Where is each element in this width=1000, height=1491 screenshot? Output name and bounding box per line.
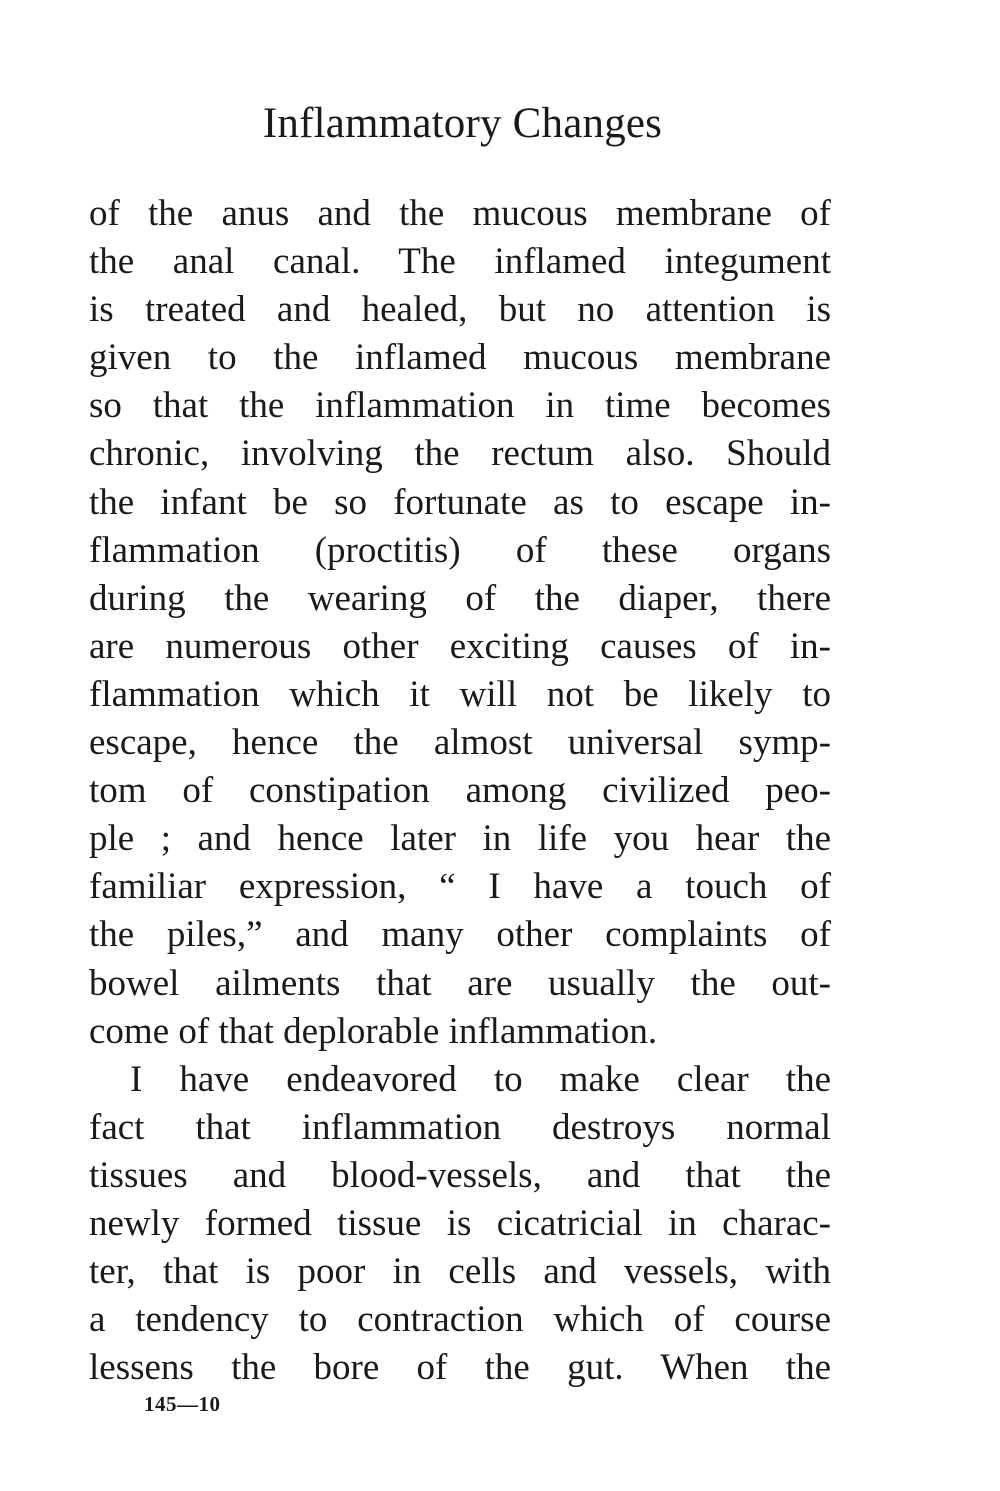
text-line: familiar expression, “ I have a touch of [89,866,831,908]
text-line: ter, that is poor in cells and vessels, with [89,1251,831,1293]
text-line: fact that inflammation destroys normal [89,1106,831,1148]
text-line: ple ; and hence later in life you hear the [89,818,831,860]
text-line: chronic, involving the rectum also. Should [89,433,831,475]
text-line: I have endeavored to make clear the [130,1058,831,1100]
text-line: is treated and healed, but no attention is [89,289,831,331]
text-line: tom of constipation among civilized peo- [89,770,831,812]
text-line: tissues and blood-vessels, and that the [89,1154,831,1196]
paragraph-1 [89,190,831,1056]
text-line: the piles,” and many other complaints of [89,914,831,956]
paragraph-2 [89,1056,831,1393]
signature-mark: 145—10 [144,1392,221,1416]
text-line: lessens the bore of the gut. When the [89,1347,831,1389]
running-head: Inflammatory Changes [262,100,663,147]
text-line: given to the inflamed mucous membrane [89,337,831,379]
text-line: bowel ailments that are usually the out- [89,962,831,1004]
text-line: of the anus and the mucous membrane of [89,193,831,234]
text-line: a tendency to contraction which of course [89,1299,831,1341]
text-line: come of that deplorable inflammation. [89,1010,658,1052]
text-line: the infant be so fortunate as to escape in- [89,481,831,523]
text-line: are numerous other exciting causes of in- [89,625,831,667]
text-line: escape, hence the almost universal symp- [89,722,831,764]
text-line: during the wearing of the diaper, there [89,577,831,619]
text-line: so that the inflammation in time becomes [89,385,831,427]
body-text [89,190,831,1392]
text-line: flammation (proctitis) of these organs [89,529,831,571]
text-line: the anal canal. The inflamed integument [89,241,831,283]
text-line: flammation which it will not be likely to [89,673,831,715]
text-line: newly formed tissue is cicatricial in charac- [89,1202,831,1244]
